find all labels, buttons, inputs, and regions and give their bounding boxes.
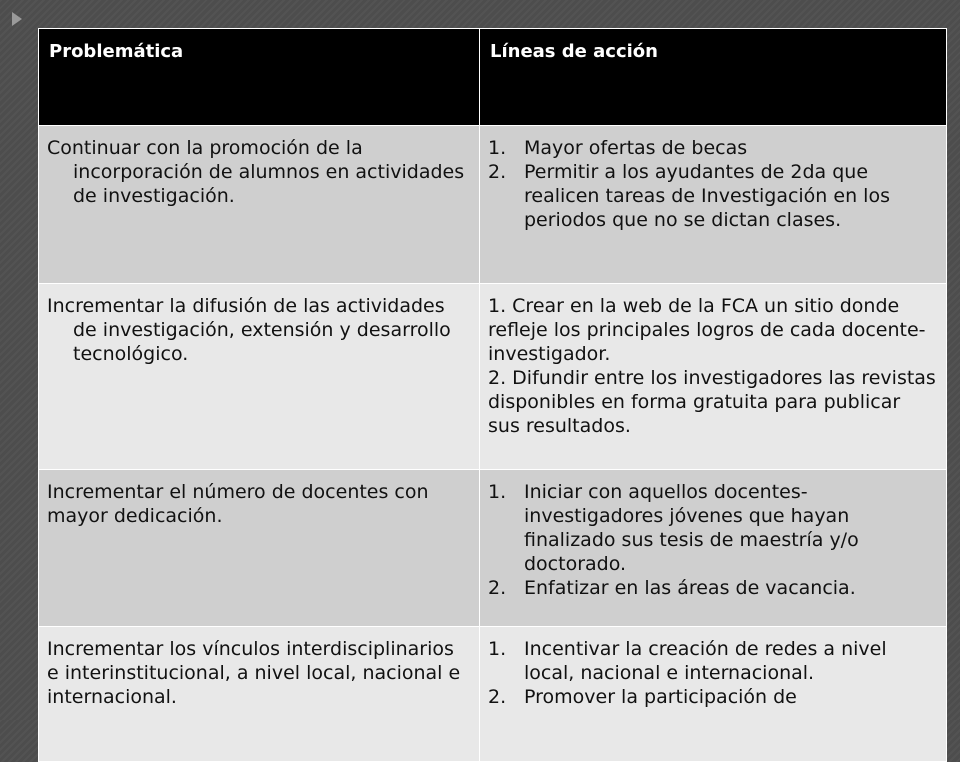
item-text: Promover la participación de (524, 686, 797, 708)
header-lineas-de-accion: Líneas de acción (480, 29, 947, 126)
problem-cell (39, 284, 480, 470)
actions-list (488, 136, 938, 232)
table-row (39, 470, 947, 627)
table-row (39, 627, 947, 762)
actions-cell (480, 126, 947, 284)
list-item (488, 160, 938, 232)
header-problematica: Problemática (39, 29, 480, 126)
problems-actions-table (38, 28, 947, 762)
problem-cell (39, 627, 480, 762)
item-number: 1. (488, 481, 507, 503)
problem-text: Incrementar la difusión de las actividades de investigación, extensión y desarrollo tecnológico. (47, 295, 451, 365)
actions-cell (480, 284, 947, 470)
item-number: 2. (488, 161, 507, 183)
table-row (39, 126, 947, 284)
action-paragraph: 2. Difundir entre los investigadores las revistas disponibles en forma gratuita para publicar sus resultados. (488, 367, 936, 437)
list-item (488, 136, 938, 160)
item-number: 1. (488, 137, 507, 159)
problem-text: Incrementar los vínculos interdisciplinarios e interinstitucional, a nivel local, nacional e internacional. (47, 638, 461, 708)
slide-bullet-arrow-icon (12, 12, 22, 26)
item-text: Permitir a los ayudantes de 2da que realicen tareas de Investigación en los periodos que no se dictan clases. (524, 161, 890, 231)
item-text: Mayor ofertas de becas (524, 137, 748, 159)
problem-cell (39, 470, 480, 627)
list-item (488, 685, 938, 709)
item-number: 2. (488, 577, 507, 599)
item-text: Incentivar la creación de redes a nivel local, nacional e internacional. (524, 638, 887, 684)
problem-cell (39, 126, 480, 284)
list-item (488, 637, 938, 685)
item-number: 1. (488, 638, 507, 660)
problem-text: Incrementar el número de docentes con mayor dedicación. (47, 481, 429, 527)
actions-cell (480, 470, 947, 627)
table-header-row (39, 29, 947, 126)
item-text: Iniciar con aquellos docentes-investigadores jóvenes que hayan finalizado sus tesis de maestría y/o doctorado. (524, 481, 859, 575)
action-paragraph: 1. Crear en la web de la FCA un sitio donde refleje los principales logros de cada docente-investigador. (488, 295, 926, 365)
actions-cell (480, 627, 947, 762)
problem-text: Continuar con la promoción de la incorporación de alumnos en actividades de investigación. (47, 137, 465, 207)
list-item (488, 480, 938, 576)
actions-list (488, 637, 938, 709)
item-number: 2. (488, 686, 507, 708)
actions-list (488, 480, 938, 600)
item-text: Enfatizar en las áreas de vacancia. (524, 577, 856, 599)
list-item (488, 576, 938, 600)
table-row (39, 284, 947, 470)
